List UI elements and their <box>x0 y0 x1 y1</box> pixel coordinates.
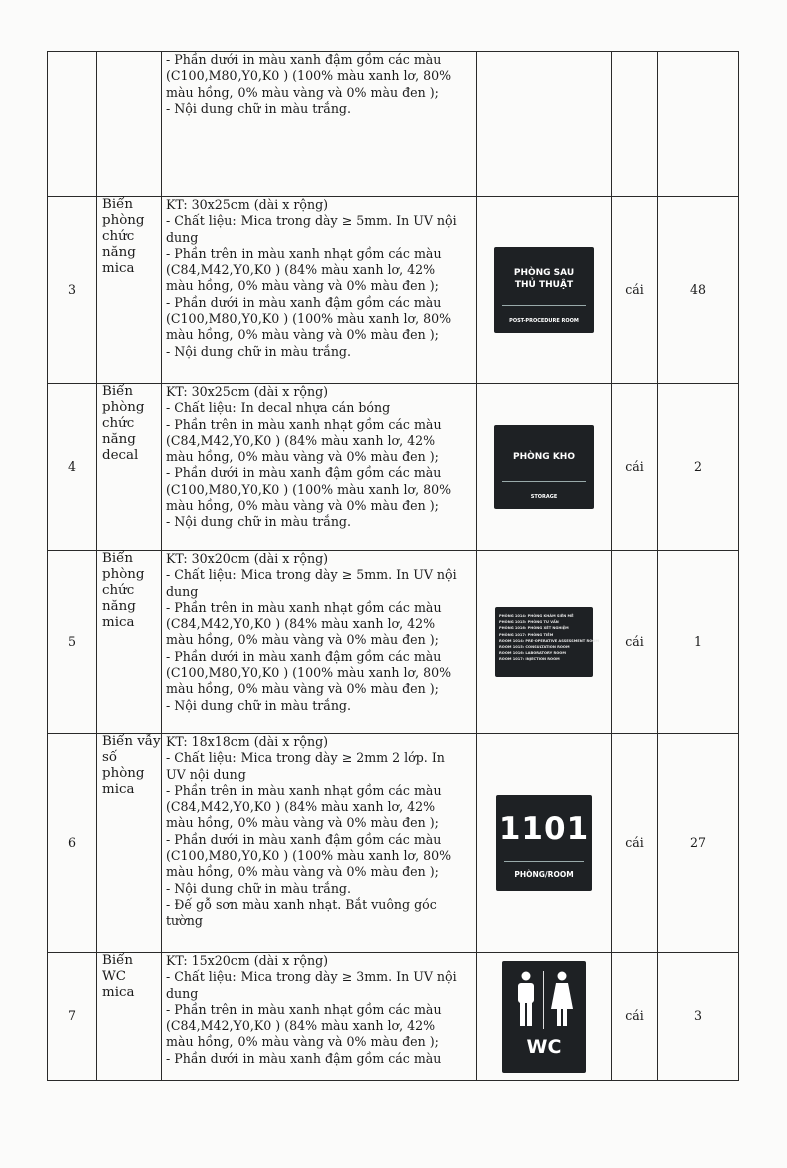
description-line: màu hồng, 0% màu vàng và 0% màu đen ); <box>166 498 439 514</box>
description-line: (C84,M42,Y0,K0 ) (84% màu xanh lơ, 42% <box>166 432 436 448</box>
description-line: - Phần dưới in màu xanh đậm gồm các màu <box>166 52 442 67</box>
sign-text: PHÒNG 1017: PHÒNG TIÊM <box>499 632 554 637</box>
image-cell <box>477 551 612 734</box>
item-name-cell: Biển phòng chức năng decal <box>97 384 162 551</box>
sign-text: PHÒNG 1015: PHÒNG TƯ VẤN <box>499 620 559 625</box>
description-line: màu hồng, 0% màu vàng và 0% màu đen ); <box>166 327 439 343</box>
description-line: màu hồng, 0% màu vàng và 0% màu đen ); <box>166 278 439 294</box>
table-row <box>48 953 739 1081</box>
description-line: - Chất liệu: Mica trong dày ≥ 5mm. In UV nội <box>166 213 457 229</box>
woman-icon <box>550 971 574 1027</box>
stt-cell <box>48 52 97 197</box>
description-line: - Phần dưới in màu xanh đậm gồm các màu <box>166 831 442 847</box>
description-line: (C84,M42,Y0,K0 ) (84% màu xanh lơ, 42% <box>166 1018 436 1034</box>
description-line: - Phần dưới in màu xanh đậm gồm các màu <box>166 465 442 481</box>
description-line: tường <box>166 913 203 929</box>
description-line: - Phần trên in màu xanh nhạt gồm các màu <box>166 782 442 798</box>
quantity-cell <box>658 52 739 197</box>
sign-text: ROOM 1014: PRE-OPERATIVE ASSESSMENT ROOM <box>499 638 599 643</box>
description-cell <box>162 953 477 1081</box>
description-cell <box>162 551 477 734</box>
description-line: (C84,M42,Y0,K0 ) (84% màu xanh lơ, 42% <box>166 799 436 815</box>
description-line: màu hồng, 0% màu vàng và 0% màu đen ); <box>166 449 439 465</box>
description-line: - Phần trên in màu xanh nhạt gồm các màu <box>166 599 442 615</box>
description-line: (C100,M80,Y0,K0 ) (100% màu xanh lơ, 80% <box>166 665 452 681</box>
description-line: - Chất liệu: Mica trong dày ≥ 3mm. In UV nội <box>166 969 457 985</box>
image-cell <box>477 384 612 551</box>
description-line: - Phần trên in màu xanh nhạt gồm các màu <box>166 416 442 432</box>
sign-text: PHÒNG KHO <box>513 452 575 462</box>
sign-image-room-number <box>496 795 592 891</box>
description-line: - Nội dung chữ in màu trắng. <box>166 880 351 896</box>
description-cell <box>162 734 477 953</box>
description-line: - Phần dưới in màu xanh đậm gồm các màu <box>166 1050 442 1066</box>
quantity-cell: 1 <box>658 551 739 734</box>
description-line: - Phần dưới in màu xanh đậm gồm các màu <box>166 648 442 664</box>
unit-cell: cái <box>612 551 658 734</box>
unit-cell: cái <box>612 197 658 384</box>
unit-cell: cái <box>612 384 658 551</box>
description-cell <box>162 384 477 551</box>
description-line: (C100,M80,Y0,K0 ) (100% màu xanh lơ, 80% <box>166 481 452 497</box>
description-line: dung <box>166 583 199 599</box>
sign-wc-label: WC <box>526 1035 562 1058</box>
description-line: - Đế gỗ sơn màu xanh nhạt. Bắt vuông góc <box>166 896 437 912</box>
sign-text: THỦ THUẬT <box>514 280 574 290</box>
sign-subtext: STORAGE <box>530 494 558 500</box>
man-icon <box>515 971 537 1027</box>
sign-image-post-procedure-room <box>494 247 594 333</box>
sign-room-number: 1101 <box>498 811 590 847</box>
description-line: - Phần trên in màu xanh nhạt gồm các màu <box>166 1001 442 1017</box>
description-line: - Nội dung chữ in màu trắng. <box>166 343 351 359</box>
description-line: KT: 30x20cm (dài x rộng) <box>166 551 329 566</box>
description-line: KT: 30x25cm (dài x rộng) <box>166 384 329 399</box>
unit-cell <box>612 52 658 197</box>
sign-text: PHÒNG 1014: PHÒNG KHÁM SIÊN MẼ <box>499 614 574 618</box>
description-line: KT: 15x20cm (dài x rộng) <box>166 953 329 968</box>
description-line: - Chất liệu: In decal nhựa cán bóng <box>166 400 391 416</box>
description-line: UV nội dung <box>166 766 246 782</box>
wc-figures <box>502 971 586 1033</box>
description-line: KT: 30x25cm (dài x rộng) <box>166 197 329 212</box>
stt-cell: 6 <box>48 734 97 953</box>
image-cell <box>477 953 612 1081</box>
description-line: - Nội dung chữ in màu trắng. <box>166 100 351 116</box>
sign-text: ROOM 1015: CONSULTATION ROOM <box>499 645 570 650</box>
description-line: - Nội dung chữ in màu trắng. <box>166 697 351 713</box>
table-row <box>48 197 739 384</box>
description-line: màu hồng, 0% màu vàng và 0% màu đen ); <box>166 84 439 100</box>
description-line: màu hồng, 0% màu vàng và 0% màu đen ); <box>166 1034 439 1050</box>
sign-image-storage <box>494 425 594 509</box>
description-line: (C84,M42,Y0,K0 ) (84% màu xanh lơ, 42% <box>166 616 436 632</box>
unit-cell: cái <box>612 734 658 953</box>
sign-subtext: PHÒNG/ROOM <box>514 870 574 879</box>
description-line: KT: 18x18cm (dài x rộng) <box>166 734 329 749</box>
description-line: dung <box>166 229 199 245</box>
description-line: - Nội dung chữ in màu trắng. <box>166 514 351 530</box>
image-cell <box>477 734 612 953</box>
image-cell <box>477 197 612 384</box>
description-line: màu hồng, 0% màu vàng và 0% màu đen ); <box>166 864 439 880</box>
item-name-cell: Biển vẫy số phòng mica <box>97 734 162 953</box>
description-line: màu hồng, 0% màu vàng và 0% màu đen ); <box>166 632 439 648</box>
sign-divider <box>504 861 584 862</box>
description-line: (C100,M80,Y0,K0 ) (100% màu xanh lơ, 80% <box>166 68 452 84</box>
sign-divider <box>502 305 586 306</box>
description-line: (C100,M80,Y0,K0 ) (100% màu xanh lơ, 80% <box>166 848 452 864</box>
stt-cell: 5 <box>48 551 97 734</box>
description-line: - Phần trên in màu xanh nhạt gồm các màu <box>166 245 442 261</box>
table-row <box>48 52 739 197</box>
description-line: màu hồng, 0% màu vàng và 0% màu đen ); <box>166 681 439 697</box>
table-row <box>48 551 739 734</box>
stt-cell: 4 <box>48 384 97 551</box>
stt-cell: 3 <box>48 197 97 384</box>
image-cell <box>477 52 612 197</box>
description-line: - Chất liệu: Mica trong dày ≥ 5mm. In UV nội <box>166 567 457 583</box>
quantity-cell: 2 <box>658 384 739 551</box>
sign-divider <box>502 481 586 482</box>
wc-divider <box>543 971 544 1029</box>
sign-text: PHÒNG 1016: PHÒNG XÉT NGHIỆM <box>499 626 569 631</box>
item-name-cell: Biển phòng chức năng mica <box>97 197 162 384</box>
sign-subtext: POST-PROCEDURE ROOM <box>509 318 579 324</box>
sign-text: ROOM 1017: INJECTION ROOM <box>499 657 560 662</box>
description-cell <box>162 197 477 384</box>
item-name-cell: Biển WC mica <box>97 953 162 1081</box>
description-line: (C100,M80,Y0,K0 ) (100% màu xanh lơ, 80% <box>166 311 452 327</box>
item-name-cell: Biển phòng chức năng mica <box>97 551 162 734</box>
description-line: màu hồng, 0% màu vàng và 0% màu đen ); <box>166 815 439 831</box>
sign-image-wc <box>502 961 586 1073</box>
quantity-cell: 27 <box>658 734 739 953</box>
quantity-cell: 3 <box>658 953 739 1081</box>
table-row <box>48 734 739 953</box>
sign-image-room-list <box>495 607 599 677</box>
sign-text: PHÒNG SAU <box>513 268 575 278</box>
spec-table <box>47 51 739 1081</box>
description-line: (C84,M42,Y0,K0 ) (84% màu xanh lơ, 42% <box>166 262 436 278</box>
description-line: dung <box>166 985 199 1001</box>
description-line: - Phần dưới in màu xanh đậm gồm các màu <box>166 294 442 310</box>
description-line: - Chất liệu: Mica trong dày ≥ 2mm 2 lớp. In <box>166 750 445 766</box>
item-name-cell <box>97 52 162 197</box>
table-row <box>48 384 739 551</box>
description-cell <box>162 52 477 197</box>
unit-cell: cái <box>612 953 658 1081</box>
sign-text: ROOM 1016: LABORATORY ROOM <box>499 651 566 656</box>
stt-cell: 7 <box>48 953 97 1081</box>
quantity-cell: 48 <box>658 197 739 384</box>
